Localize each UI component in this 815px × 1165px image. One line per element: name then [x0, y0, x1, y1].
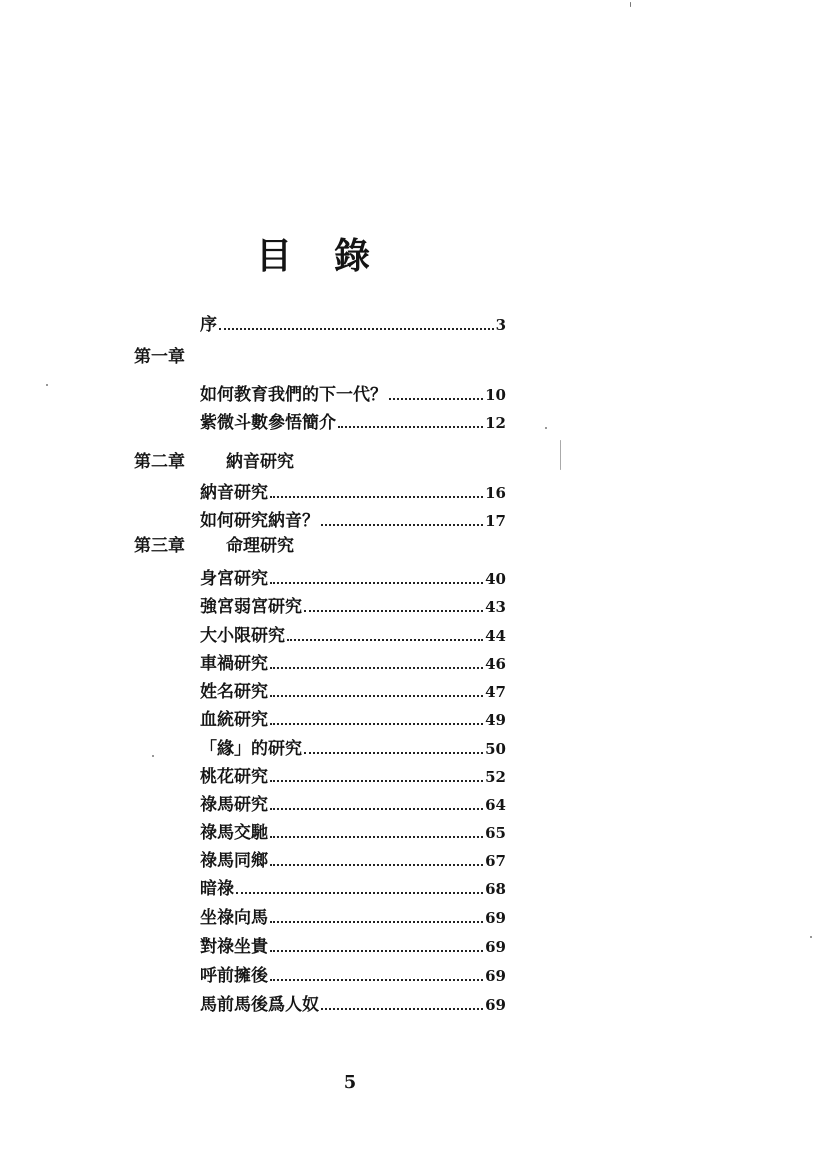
scan-speck	[46, 384, 48, 386]
toc-entry-label: 「緣」的研究	[200, 739, 302, 759]
dot-leader	[219, 328, 494, 330]
toc-entry-page: 40	[485, 570, 506, 588]
toc-entry-label: 對祿坐貴	[200, 937, 268, 957]
toc-title-char-2: 錄	[334, 235, 373, 277]
toc-entry	[200, 876, 506, 900]
dot-leader	[287, 639, 483, 641]
scan-speck	[560, 440, 561, 470]
toc-entry-page: 10	[485, 386, 506, 404]
dot-leader	[270, 582, 483, 584]
toc-entry-label: 祿馬交馳	[200, 823, 268, 843]
dot-leader	[270, 921, 483, 923]
chapter-heading-3	[134, 535, 294, 557]
toc-entry-label: 祿馬同鄉	[200, 851, 268, 871]
toc-entry	[200, 764, 506, 788]
toc-entry-label: 車禍研究	[200, 654, 268, 674]
toc-entry-page: 68	[485, 880, 506, 898]
dot-leader	[270, 808, 483, 810]
toc-entry	[200, 792, 506, 816]
toc-entry	[200, 963, 506, 987]
toc-entry-page: 52	[485, 768, 506, 786]
toc-entry-label: 祿馬研究	[200, 795, 268, 815]
toc-entry-page: 69	[485, 938, 506, 956]
toc-entry	[200, 623, 506, 647]
toc-entry	[200, 679, 506, 703]
toc-entry-label: 序	[200, 315, 217, 335]
toc-entry	[200, 707, 506, 731]
toc-entry-label: 馬前馬後爲人奴	[200, 995, 319, 1015]
toc-entry	[200, 566, 506, 590]
toc-entry-page: 67	[485, 852, 506, 870]
toc-entry-page: 69	[485, 996, 506, 1014]
toc-entry	[200, 820, 506, 844]
toc-title-char-1: 目	[256, 235, 295, 277]
toc-entry-label: 紫微斗數參悟簡介	[200, 413, 336, 433]
dot-leader	[321, 524, 483, 526]
toc-entry-page: 3	[495, 316, 506, 334]
toc-entry-page: 43	[485, 598, 506, 616]
toc-entry	[200, 905, 506, 929]
toc-entry	[200, 382, 506, 406]
toc-entry-label: 姓名研究	[200, 682, 268, 702]
toc-entry-label: 呼前擁後	[200, 966, 268, 986]
toc-entry	[200, 848, 506, 872]
toc-entry	[200, 410, 506, 434]
toc-entry	[200, 934, 506, 958]
toc-entry-label: 強宮弱宮研究	[200, 597, 302, 617]
toc-entry-page: 65	[485, 824, 506, 842]
toc-entry-label: 血統研究	[200, 710, 268, 730]
dot-leader	[270, 950, 483, 952]
dot-leader	[270, 496, 483, 498]
toc-entry	[200, 651, 506, 675]
toc-entry-label: 坐祿向馬	[200, 908, 268, 928]
toc-entry-label: 暗祿	[200, 879, 234, 899]
dot-leader	[270, 864, 483, 866]
toc-entry-label: 身宮研究	[200, 569, 268, 589]
toc-entry-label: 桃花研究	[200, 767, 268, 787]
scan-speck	[810, 936, 812, 938]
dot-leader	[270, 836, 483, 838]
toc-entry	[200, 736, 506, 760]
toc-entry-label: 如何研究納音？	[200, 511, 319, 531]
toc-entry-page: 50	[485, 740, 506, 758]
toc-entry-page: 69	[485, 967, 506, 985]
toc-entry	[200, 480, 506, 504]
dot-leader	[236, 892, 483, 894]
toc-entry-label: 大小限研究	[200, 626, 285, 646]
chapter-subtitle: 命理研究	[226, 536, 294, 556]
dot-leader	[270, 780, 483, 782]
toc-entry-page: 17	[485, 512, 506, 530]
scan-speck	[630, 2, 631, 7]
toc-entry-page: 64	[485, 796, 506, 814]
chapter-subtitle: 納音研究	[226, 452, 294, 472]
scan-speck	[545, 427, 547, 429]
dot-leader	[321, 1008, 483, 1010]
dot-leader	[304, 752, 483, 754]
toc-entry-page: 69	[485, 909, 506, 927]
toc-entry-label: 如何教育我們的下一代？	[200, 385, 387, 405]
chapter-label: 第一章	[134, 347, 185, 367]
scan-speck	[152, 755, 154, 757]
dot-leader	[304, 610, 483, 612]
page-number: 5	[343, 1072, 357, 1093]
toc-entry-page: 16	[485, 484, 506, 502]
toc-entry-preface	[200, 312, 506, 336]
chapter-heading-2	[134, 451, 294, 473]
dot-leader	[270, 979, 483, 981]
dot-leader	[389, 398, 483, 400]
dot-leader	[270, 695, 483, 697]
toc-entry	[200, 508, 506, 532]
toc-entry-page: 49	[485, 711, 506, 729]
toc-entry	[200, 594, 506, 618]
toc-entry-page: 12	[485, 414, 506, 432]
toc-entry-page: 44	[485, 627, 506, 645]
dot-leader	[338, 426, 483, 428]
dot-leader	[270, 667, 483, 669]
chapter-heading-1	[134, 346, 185, 368]
toc-entry-label: 納音研究	[200, 483, 268, 503]
toc-entry-page: 46	[485, 655, 506, 673]
toc-entry-page: 47	[485, 683, 506, 701]
dot-leader	[270, 723, 483, 725]
chapter-label: 第二章	[134, 452, 185, 472]
toc-entry	[200, 992, 506, 1016]
chapter-label: 第三章	[134, 536, 185, 556]
